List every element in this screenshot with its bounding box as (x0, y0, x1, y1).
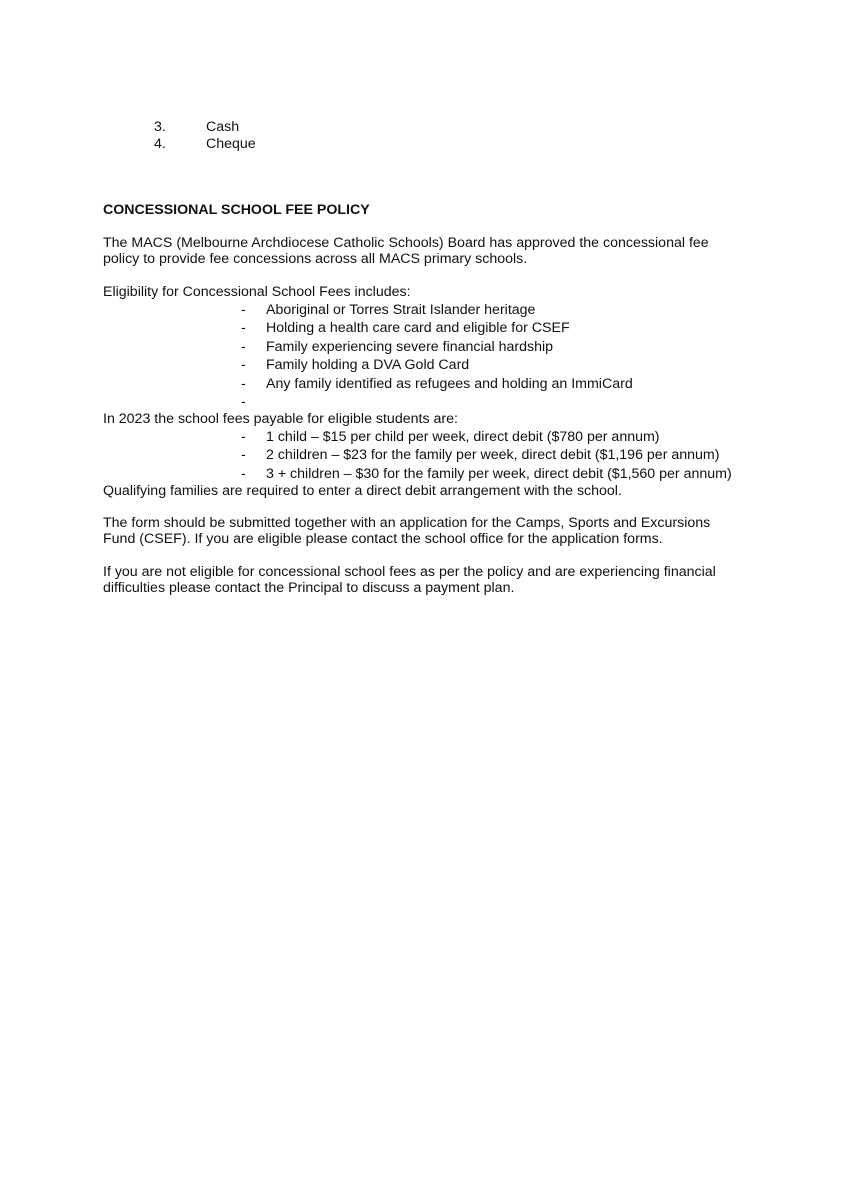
item-label: Cash (206, 119, 240, 135)
hardship-paragraph-line: difficulties please contact the Principal to discuss a payment plan. (103, 580, 515, 596)
item-number: 4. (154, 136, 166, 152)
eligibility-item-text: Any family identified as refugees and holding an ImmiCard (266, 376, 633, 392)
fees-title: In 2023 the school fees payable for eligible students are: (103, 411, 458, 427)
item-label: Cheque (206, 136, 256, 152)
bullet-dash: - (241, 376, 246, 392)
bullet-dash: - (241, 357, 246, 373)
form-paragraph-line: The form should be submitted together with an application for the Camps, Sports and Excursions (103, 515, 711, 531)
eligibility-item-text: Aboriginal or Torres Strait Islander heritage (266, 302, 536, 318)
bullet-dash: - (241, 339, 246, 355)
bullet-dash: - (241, 394, 246, 410)
policy-heading: CONCESSIONAL SCHOOL FEE POLICY (103, 202, 370, 218)
bullet-dash: - (241, 429, 246, 445)
eligibility-item-text: Family holding a DVA Gold Card (266, 357, 470, 373)
qualifying-note: Qualifying families are required to enter a direct debit arrangement with the school. (103, 483, 622, 499)
intro-paragraph-line: The MACS (Melbourne Archdiocese Catholic Schools) Board has approved the concessional fee (103, 235, 709, 251)
bullet-dash: - (241, 320, 246, 336)
fee-item-text: 2 children – $23 for the family per week, direct debit ($1,196 per annum) (266, 447, 720, 463)
eligibility-item-text: Family experiencing severe financial hardship (266, 339, 554, 355)
intro-paragraph-line: policy to provide fee concessions across all MACS primary schools. (103, 251, 528, 267)
item-number: 3. (154, 119, 166, 135)
bullet-dash: - (241, 302, 246, 318)
bullet-dash: - (241, 466, 246, 482)
eligibility-title: Eligibility for Concessional School Fees includes: (103, 284, 411, 300)
bullet-dash: - (241, 447, 246, 463)
form-paragraph-line: Fund (CSEF). If you are eligible please contact the school office for the application forms. (103, 531, 663, 547)
fee-item-text: 3 + children – $30 for the family per week, direct debit ($1,560 per annum) (266, 466, 732, 482)
eligibility-item-text: Holding a health care card and eligible for CSEF (266, 320, 570, 336)
hardship-paragraph-line: If you are not eligible for concessional school fees as per the policy and are experiencing financial (103, 564, 716, 580)
fee-item-text: 1 child – $15 per child per week, direct debit ($780 per annum) (266, 429, 660, 445)
